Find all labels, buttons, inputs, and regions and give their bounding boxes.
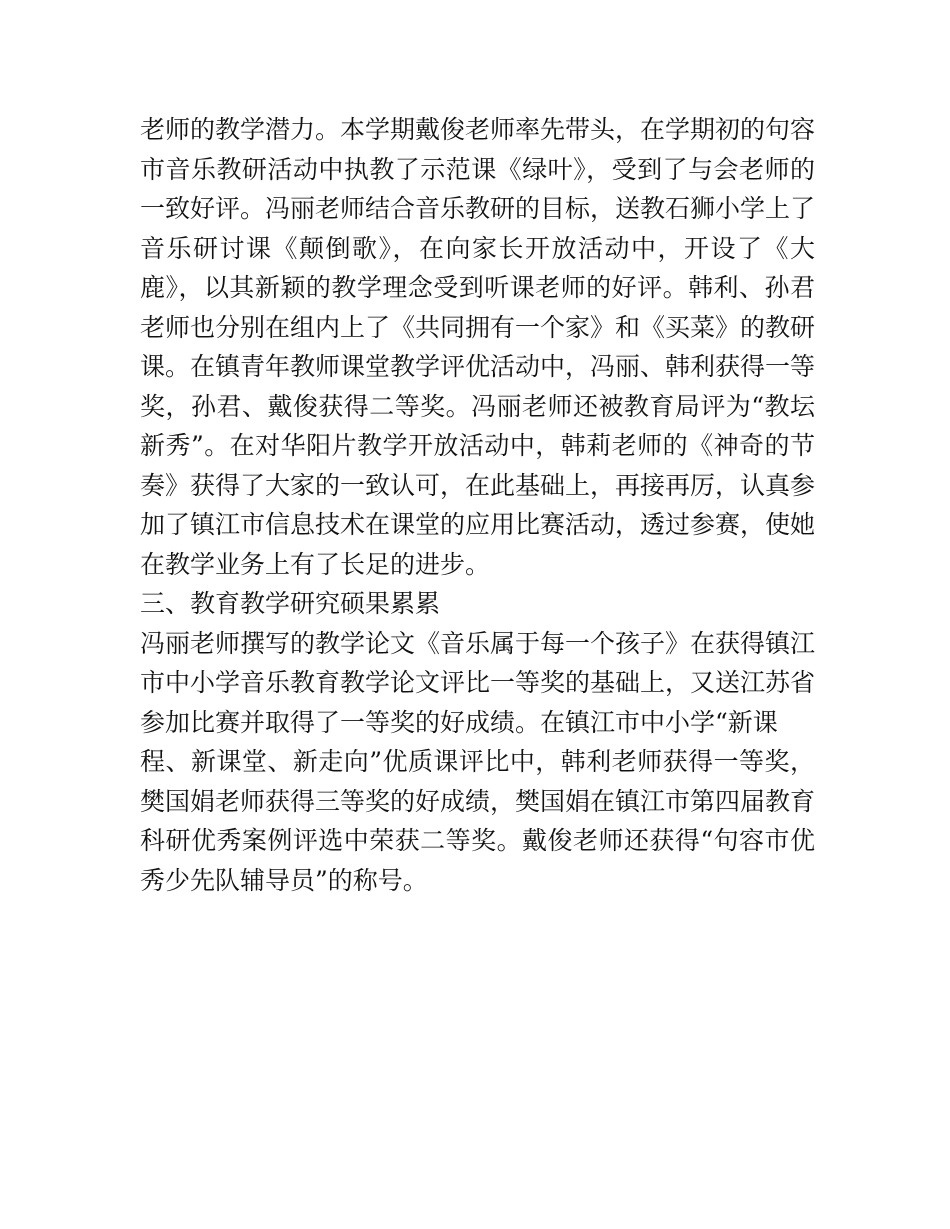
text-line: 在教学业务上有了长足的进步。 — [140, 549, 491, 579]
text-line: 老师的教学潜力。本学期戴俊老师率先带头，在学期初的句容 — [140, 115, 815, 144]
text-line: 秀少先队辅导员”的称号。 — [140, 865, 428, 895]
text-line: 市音乐教研活动中执教了示范课《绿叶》，受到了与会老师的 — [140, 154, 815, 184]
text-line: 新秀”。在对华阳片教学开放活动中，韩莉老师的《神奇的节 — [140, 431, 815, 460]
text-line: 冯丽老师撰写的教学论文《音乐属于每一个孩子》在获得镇江 — [140, 628, 815, 658]
text-line: 课。在镇青年教师课堂教学评优活动中，冯丽、韩利获得一等 — [140, 352, 815, 381]
text-line: 樊国娟老师获得三等奖的好成绩，樊国娟在镇江市第四届教育 — [140, 786, 815, 816]
text-line: 鹿》，以其新颖的教学理念受到听课老师的好评。韩利、孙君 — [140, 273, 815, 302]
document-body — [140, 110, 815, 900]
text-line: 三、教育教学研究硕果累累 — [140, 589, 441, 618]
text-line: 老师也分别在组内上了《共同拥有一个家》和《买菜》的教研 — [140, 312, 815, 342]
text-line: 奖，孙君、戴俊获得二等奖。冯丽老师还被教育局评为“教坛 — [140, 391, 815, 421]
text-line: 一致好评。冯丽老师结合音乐教研的目标，送教石狮小学上了 — [140, 194, 815, 223]
text-line: 参加比赛并取得了一等奖的好成绩。在镇江市中小学“新课 — [140, 707, 778, 737]
text-line: 音乐研讨课《颠倒歌》，在向家长开放活动中，开设了《大 — [140, 233, 815, 263]
text-line: 程、新课堂、新走向”优质课评比中，韩利老师获得一等奖， — [140, 747, 815, 776]
text-line: 科研优秀案例评选中荣获二等奖。戴俊老师还获得“句容市优 — [140, 826, 815, 855]
text-line: 奏》获得了大家的一致认可，在此基础上，再接再厉，认真参 — [140, 470, 815, 500]
text-line: 加了镇江市信息技术在课堂的应用比赛活动，透过参赛，使她 — [140, 510, 815, 539]
text-line: 市中小学音乐教育教学论文评比一等奖的基础上，又送江苏省 — [140, 668, 815, 697]
